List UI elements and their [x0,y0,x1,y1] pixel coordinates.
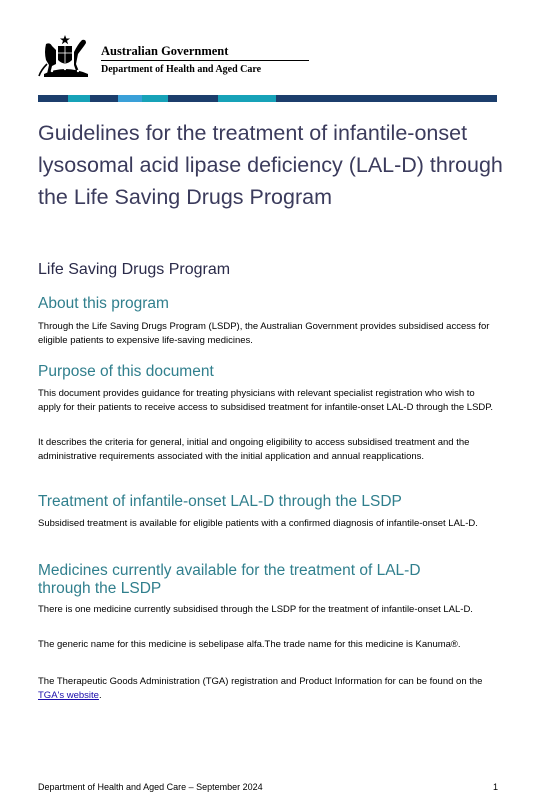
document-subtitle: Life Saving Drugs Program [38,261,231,278]
section-paragraph: It describes the criteria for general, initial and ongoing eligibility to access subsidised treatment and the administrative requirements associated with the initial application and annual reapplications. [38,437,470,462]
section-paragraph: This document provides guidance for treating physicians with relevant specialist registration who wish to apply for their patients to receive access to subsidised treatment for infantile-onset LAL-D through the LSDP. [38,388,494,413]
section-heading-medicines: Medicines currently available for the treatment of LAL-D through the LSDP [38,562,421,597]
link-suffix: . [98,690,102,701]
footer-text: Department of Health and Aged Care – September 2024 [38,782,263,792]
band-segment [38,95,68,102]
band-segment [142,95,168,102]
coat-of-arms-icon [38,34,96,78]
government-logo [38,34,308,80]
section-heading-about: About this program [38,295,169,312]
department-name: Department of Health and Aged Care [101,64,262,75]
page-number: 1 [493,782,499,792]
band-segment [68,95,90,102]
section-paragraph: Subsidised treatment is available for eligible patients with a confirmed diagnosis of infantile-onset LAL-D. [38,518,478,529]
band-segment [118,95,142,102]
section-paragraph: Through the Life Saving Drugs Program (LSDP), the Australian Government provides subsidised access for eligible patients to expensive life-saving medicines. [38,321,490,346]
band-segment [218,95,276,102]
tga-paragraph-text: The Therapeutic Goods Administration (TGA) registration and Product Information for can be found on the [38,676,483,687]
section-heading-purpose: Purpose of this document [38,363,214,380]
section-paragraph: There is one medicine currently subsidised through the LSDP for the treatment of infantile-onset LAL-D. [38,604,473,615]
band-segment [168,95,218,102]
section-paragraph: The generic name for this medicine is sebelipase alfa.The trade name for this medicine is Kanuma®. [38,639,461,650]
section-heading-treatment: Treatment of infantile-onset LAL-D through the LSDP [38,493,402,510]
document-title: Guidelines for the treatment of infantile-onset lysosomal acid lipase deficiency (LAL-D) through the Life Saving Drugs Program [38,121,503,209]
tga-website-link[interactable]: TGA's website [38,690,99,701]
header-colour-band [38,95,497,102]
logo-divider [101,60,309,61]
section-paragraph-tga [38,675,500,703]
band-segment [90,95,118,102]
band-segment [276,95,497,102]
government-name: Australian Government [101,44,229,58]
